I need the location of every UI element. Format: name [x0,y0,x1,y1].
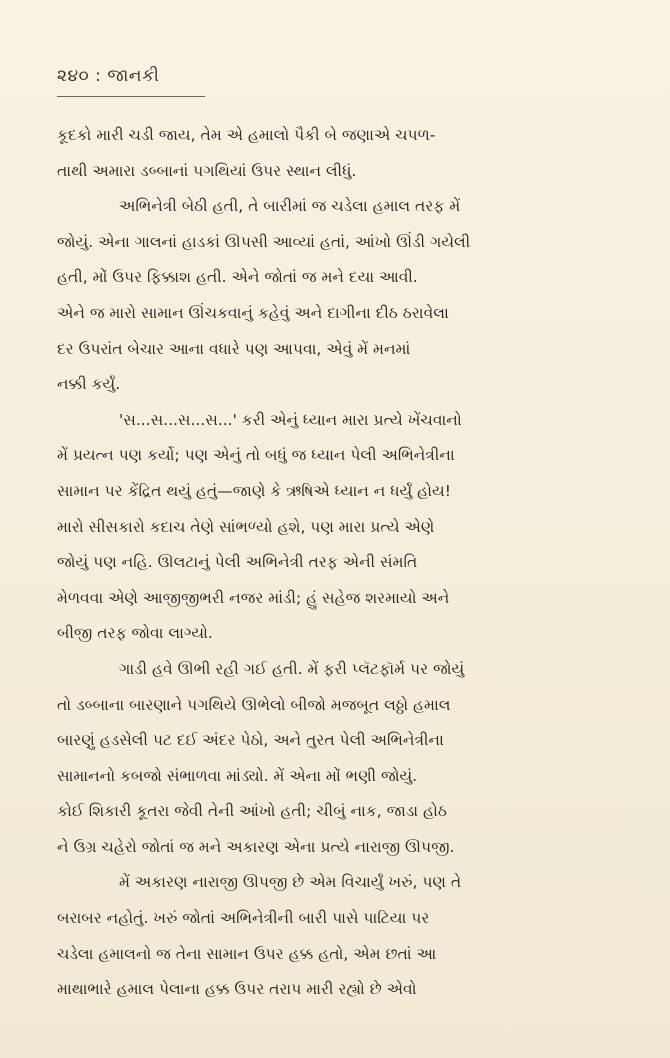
header-separator: : [95,66,102,86]
text-line: કોઈ શિકારી કૂતરા જેવી તેની આંખો હતી; ચીબું નાક, જાડા હોઠ [57,802,447,821]
text-line: તો ડબ્બાના બારણાને પગથિયે ઊભેલો બીજો મજબૂત લઠ્ઠો હમાલ [57,695,451,714]
text-line: માથાભારે હમાલ પેલાના હક્ક ઉપર તરાપ મારી રહ્યો છે એવો [57,980,417,999]
text-line: મેળવવા એણે આજીજીભરી નજર માંડી; હું સહેજ શરમાયો અને [57,588,450,607]
text-line: તાથી અમારા ડબ્બાનાં પગથિયાં ઉપર સ્થાન લીધું. [57,161,357,180]
text-line: સામાન પર કેંદ્રિત થયું હતું—જાણે કે ઋષિએ ધ્યાન ન ધર્યું હોય! [57,481,451,500]
page-number: ૨૪૦ [57,66,90,86]
text-line: ચડેલા હમાલનો જ તેના સામાન ઉપર હક્ક હતો, એમ છતાં આ [57,944,437,963]
text-line: કૂદકો મારી ચડી જાય, તેમ એ હમાલો પૈકી બે જણાએ ચપળ- [57,126,436,144]
text-line: મેં પ્રયત્ન પણ કર્યો; પણ એનું તો બધું જ ધ્યાન પેલી અભિનેત્રીના [57,446,455,465]
text-line: દર ઉપરાંત બેચાર આના વધારે પણ આપવા, એવું મેં મનમાં [57,339,411,358]
text-line: બીજી તરફ જોવા લાગ્યો. [57,624,213,643]
text-line: ને ઉગ્ર ચહેરો જોતાં જ મને અકારણ એના પ્રત્યે નારાજી ઊપજી. [57,837,455,856]
text-line: જોયું પણ નહિ. ઊલટાનું પેલી અભિનેત્રી તરફ એની સંમતિ [57,553,418,572]
header-underline [57,96,205,97]
text-line: મારો સીસકારો કદાચ તેણે સાંભળ્યો હશે, પણ મારા પ્રત્યે એણે [57,517,435,536]
text-line: હતી, મોં ઉપર ફિક્કાશ હતી. એને જોતાં જ મને દયા આવી. [57,268,418,287]
book-title: જાનકી [107,66,160,86]
text-line: નક્કી કર્યું. [57,375,121,394]
text-line: અભિનેત્રી બેઠી હતી, તે બારીમાં જ ચડેલા હમાલ તરફ મેં [119,197,461,216]
page-body [57,118,622,1008]
text-line: મેં અકારણ નારાજી ઊપજી છે એમ વિચાર્યું ખરું, પણ તે [119,873,462,892]
text-line: ગાડી હવે ઊભી રહી ગઈ હતી. મેં ફરી પ્લૅટફૉર્મ પર જોયું [119,659,465,678]
text-line: બારણું હડસેલી પટ દઈ અંદર પેઠો, અને તુરત પેલી અભિનેત્રીના [57,731,444,750]
text-line: એને જ મારો સામાન ઊંચકવાનું કહેવું અને દાગીના દીઠ ઠરાવેલા [57,303,449,322]
text-line: જોયું. એના ગાલનાં હાડકાં ઊપસી આવ્યાં હતાં, આંખો ઊંડી ગયેલી [57,232,471,251]
text-line: સામાનનો કબજો સંભાળવા માંડ્યો. મેં એના મોં ભણી જોયું. [57,766,418,785]
text-line: બરાબર નહોતું. ખરું જોતાં અભિનેત્રીની બારી પાસે પાટિયા પર [57,909,430,928]
page-header [57,66,159,86]
text-line: 'સ...સ...સ...સ...' કરી એનું ધ્યાન મારા પ્રત્યે ખેંચવાનો [119,410,462,429]
